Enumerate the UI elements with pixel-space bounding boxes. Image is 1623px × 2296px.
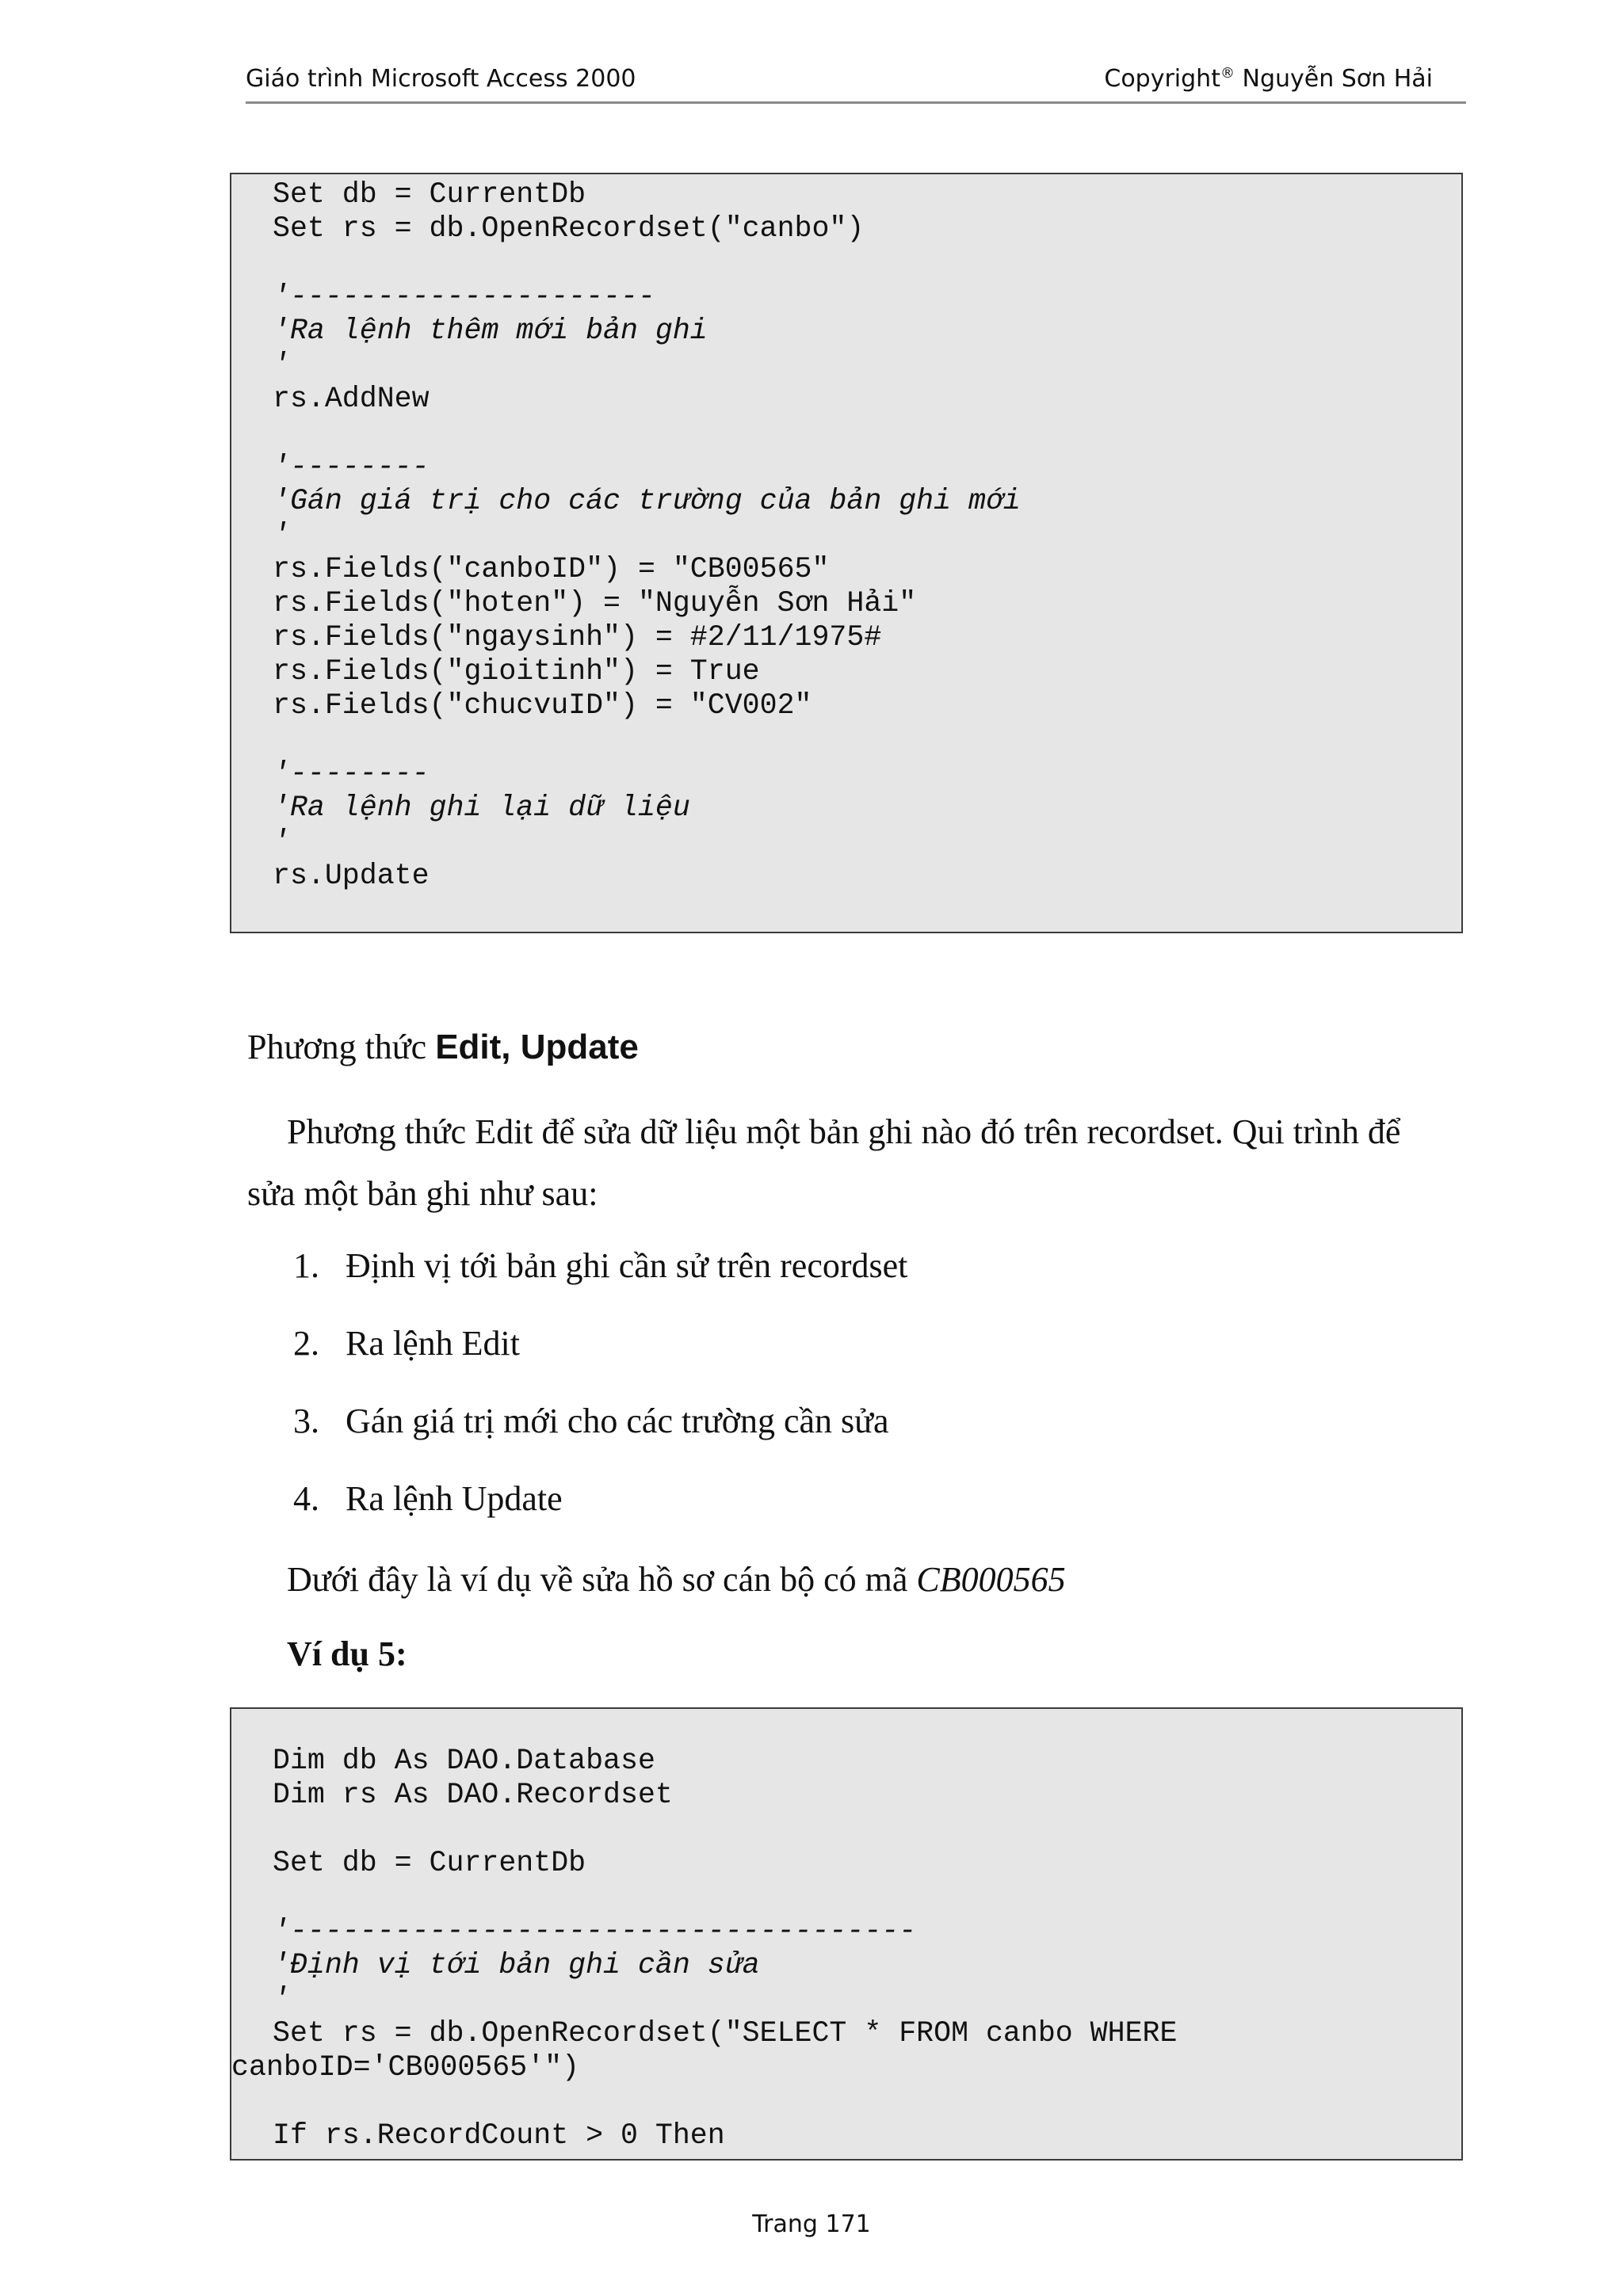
code-blank-line	[231, 416, 1430, 450]
code-line: Set rs = db.OpenRecordset("SELECT * FROM canbo WHERE	[273, 2017, 1178, 2050]
registered-mark: ®	[1220, 65, 1235, 82]
list-item	[293, 1478, 563, 1520]
code-comment-line: '	[273, 519, 290, 551]
code-line: Set rs = db.OpenRecordset("canbo")	[273, 212, 865, 245]
code-line: rs.Update	[273, 860, 430, 892]
code-blank-line	[231, 1812, 1430, 1846]
code-block-add-record	[230, 173, 1463, 933]
code-comment-line: '---------------------	[273, 280, 655, 313]
copyright-notice	[1104, 65, 1433, 93]
code-line: rs.Fields("chucvuID") = "CV002"	[273, 689, 812, 722]
list-number: 4.	[293, 1479, 319, 1518]
code-comment-line: '--------	[273, 757, 430, 790]
list-text: Gán giá trị mới cho các trường cần sửa	[346, 1402, 889, 1440]
code-comment-line: 'Ra lệnh thêm mới bản ghi	[273, 315, 708, 347]
intro-paragraph	[247, 1101, 1460, 1225]
list-text: Ra lệnh Update	[346, 1479, 563, 1518]
record-code: CB000565	[916, 1560, 1066, 1599]
list-item	[293, 1323, 520, 1365]
code-comment-line: '--------	[273, 451, 430, 483]
code-line: Dim rs As DAO.Recordset	[273, 1779, 673, 1811]
list-number: 3.	[293, 1402, 319, 1440]
list-number: 2.	[293, 1324, 319, 1363]
code-blank-line	[231, 246, 1430, 280]
code-line: rs.Fields("ngaysinh") = #2/11/1975#	[273, 621, 882, 654]
code-blank-line	[231, 723, 1430, 757]
list-item	[293, 1245, 907, 1287]
list-text: Ra lệnh Edit	[346, 1324, 520, 1363]
example-intro-text: Dưới đây là ví dụ về sửa hồ sơ cán bộ có mã	[287, 1560, 917, 1599]
paragraph-line: sửa một bản ghi như sau:	[247, 1174, 598, 1213]
code-listing	[231, 1744, 1430, 2153]
section-heading	[247, 1027, 639, 1069]
code-comment-line: '	[273, 826, 290, 858]
code-comment-line: 'Ra lệnh ghi lại dữ liệu	[273, 791, 690, 824]
code-line: Set db = CurrentDb	[273, 1847, 586, 1879]
list-number: 1.	[293, 1246, 319, 1285]
code-line: rs.AddNew	[273, 383, 430, 415]
copyright-prefix: Copyright	[1104, 65, 1220, 93]
section-heading-prefix: Phương thức	[247, 1028, 436, 1066]
section-heading-bold: Edit, Update	[435, 1028, 639, 1066]
code-line: If rs.RecordCount > 0 Then	[273, 2119, 725, 2152]
example-label: Ví dụ 5:	[287, 1634, 407, 1673]
paragraph-line: Phương thức Edit để sửa dữ liệu một bản ghi nào đó trên recordset. Qui trình để	[287, 1112, 1401, 1151]
code-comment-line: '	[273, 349, 290, 381]
code-line: Dim db As DAO.Database	[273, 1745, 655, 1777]
code-comment-line: 'Định vị tới bản ghi cần sửa	[273, 1949, 760, 1981]
code-line: Set db = CurrentDb	[273, 178, 586, 211]
author-name: Nguyễn Sơn Hải	[1234, 65, 1433, 93]
page-number: Trang 171	[752, 2210, 871, 2238]
code-line: canboID='CB000565'")	[231, 2051, 580, 2084]
code-blank-line	[231, 2084, 1430, 2119]
code-blank-line	[231, 1880, 1430, 1914]
list-item	[293, 1401, 889, 1443]
code-line: rs.Fields("canboID") = "CB00565"	[273, 553, 830, 585]
code-listing	[231, 177, 1430, 893]
code-comment-line: 'Gán giá trị cho các trường của bản ghi mới	[273, 485, 1021, 517]
example-intro	[287, 1559, 1066, 1601]
page-header	[246, 62, 1466, 104]
code-comment-line: '	[273, 1983, 290, 2016]
code-line: rs.Fields("hoten") = "Nguyễn Sơn Hải"	[273, 587, 917, 620]
list-text: Định vị tới bản ghi cần sử trên recordset	[346, 1246, 908, 1285]
book-title: Giáo trình Microsoft Access 2000	[246, 65, 636, 93]
code-comment-line: '------------------------------------	[273, 1915, 917, 1947]
code-block-edit-record	[230, 1707, 1463, 2161]
code-line: rs.Fields("gioitinh") = True	[273, 655, 760, 688]
